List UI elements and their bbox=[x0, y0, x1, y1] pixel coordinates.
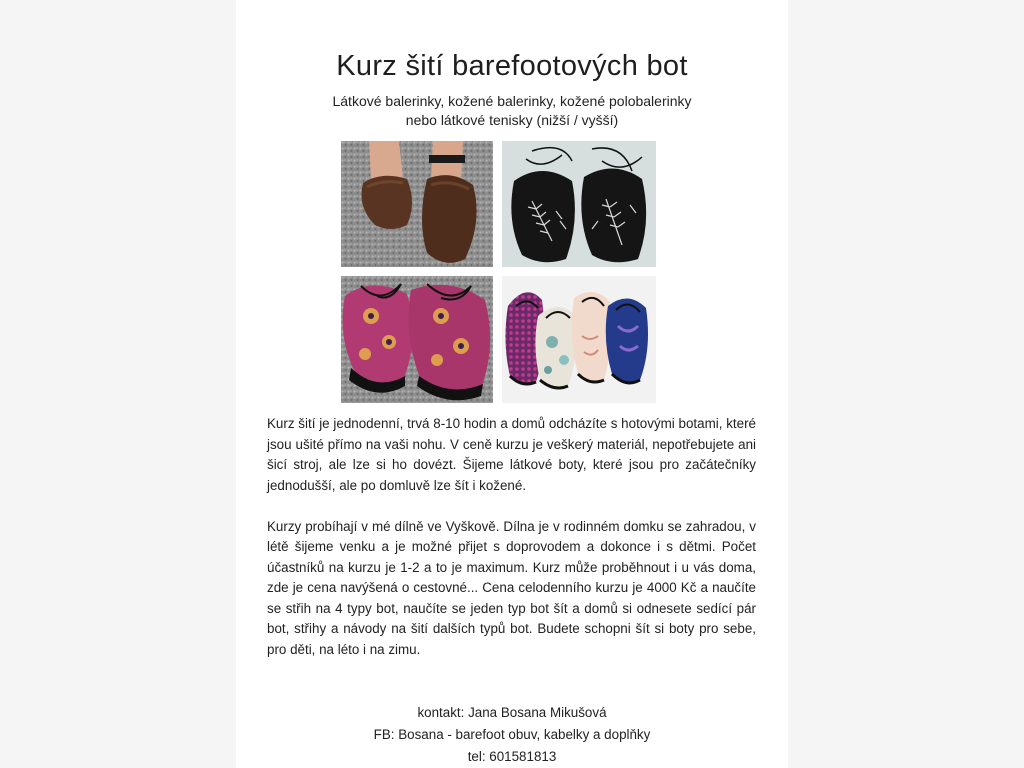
paragraph-details: Kurzy probíhají v mé dílně ve Vyškově. Dílna je v rodinném domku se zahradou, v létě šijeme venku a je možné přijet s doprovodem a dokonce i s dětmi. Počet účastníků na kurzu je 1-2 a to je maximum. Kurz může proběhnout i u vás doma, zde je cena navýšená o cestovné... Cena celodenního kurzu je 4000 Kč a naučíte se střih na 4 typy bot, naučíte se jeden typ bot šít a domů si odnesete sedící pár bot, střihy a návody na šití dalších typů bot. Budete schopni šít si boty pro sebe, pro děti, na léto i na zimu. bbox=[267, 518, 756, 657]
subtitle bbox=[236, 92, 788, 130]
page-title: Kurz šití barefootových bot bbox=[336, 50, 688, 82]
photo-colourful-sneakers bbox=[502, 276, 656, 403]
subtitle-line-1: Látkové balerinky, kožené balerinky, kožené polobalerinky bbox=[332, 93, 692, 109]
photo-black-embroidered-sandals bbox=[502, 141, 656, 267]
photo-pink-patterned-shoes bbox=[341, 276, 493, 403]
course-description bbox=[267, 414, 756, 660]
subtitle-line-2: nebo látkové tenisky (nižší / vyšší) bbox=[405, 112, 619, 128]
contact-facebook: FB: Bosana - barefoot obuv, kabelky a doplňky bbox=[373, 727, 651, 742]
contact-phone: tel: 601581813 bbox=[467, 749, 557, 764]
paragraph-intro: Kurz šití je jednodenní, trvá 8-10 hodin a domů odcházíte s hotovými botami, které jsou ušité přímo na vaši nohu. V ceně kurzu je veškerý materiál, nepotřebujete ani šicí stroj, ale lze si ho dovézt. Šijeme látkové boty, které jsou pro začátečníky jednodušší, ale po domluvě lze šít i kožené. bbox=[267, 416, 756, 493]
photo-brown-ballerinas bbox=[341, 141, 493, 267]
flyer-page bbox=[236, 0, 788, 768]
contact-name: kontakt: Jana Bosana Mikušová bbox=[417, 705, 607, 720]
contact-block bbox=[236, 702, 788, 768]
